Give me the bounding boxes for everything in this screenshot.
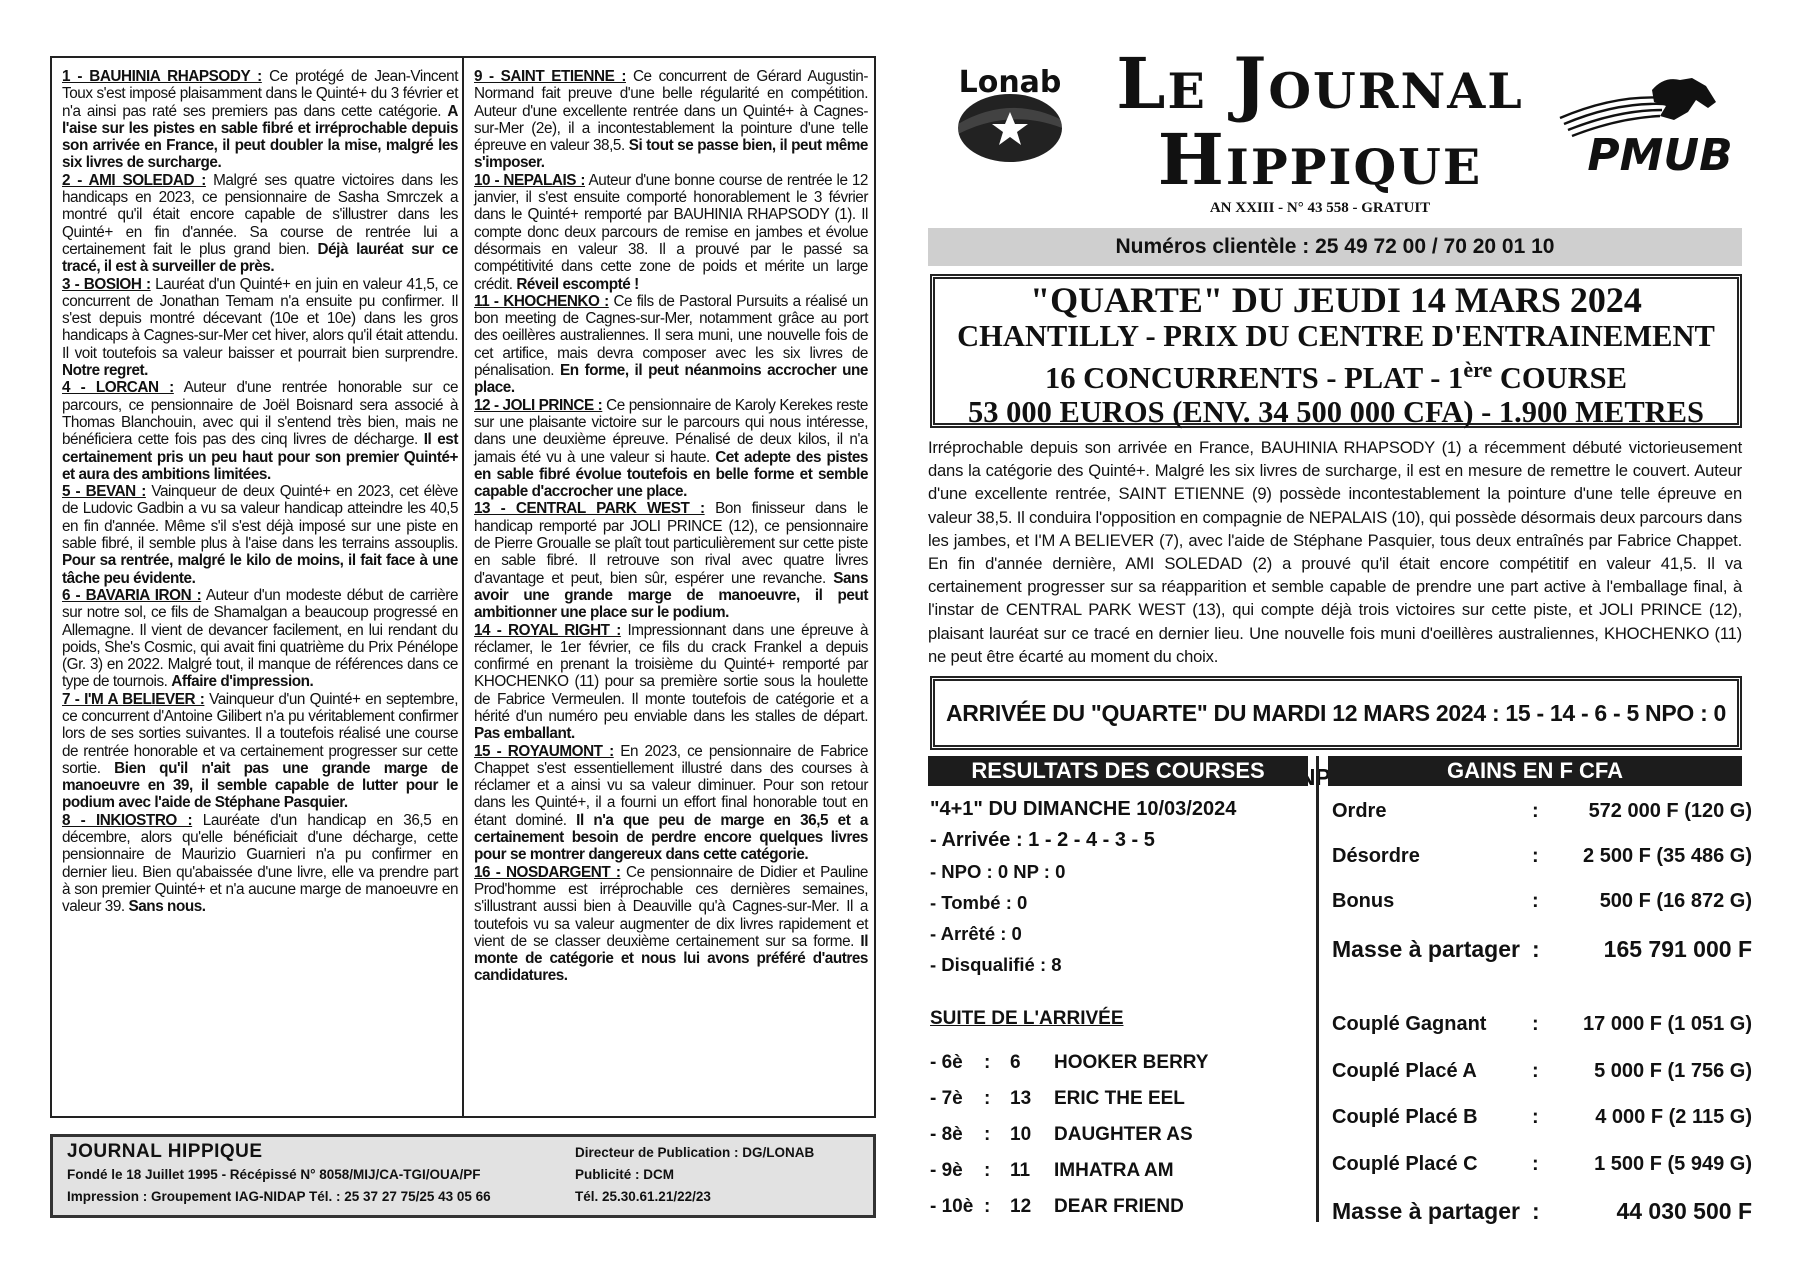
suite-sep: : [984,1160,991,1181]
horse-entry-text: Malgré ses quatre victoires dans les handicaps en 2023, ce pensionnaire de Sasha Smrczek a montré qu'il était encore capable de s'illustrer dans les Quinté+ en fin d'année. Sa course de rentrée lui a certainement fait le plus grand bien. [62,171,458,258]
commentary-column-left [62,68,458,916]
gains-sep: : [1532,1198,1540,1224]
horse-entry-text: Ce fils de Pastoral Pursuits a réalisé un bon meeting de Cagnes-sur-Mer, notamment grâce au port des oeillères australiennes. Il sera muni, une nouvelle fois de cet artifice, mais devra composer avec les six livres de pénalisation. [474,292,868,380]
suite-rank: - 6è [930,1052,963,1073]
horse-entry [474,397,868,501]
title-line-2: Hippique [1157,118,1483,201]
horse-entry [474,500,868,621]
horse-entry [62,276,458,380]
horse-entry-verdict: Bien qu'il n'ait pas une grande marge de manoeuvre en 39, il semble capable de lutter pour le podium avec l'aide de Stéphane Pasquier. [62,759,459,812]
horse-entry-title: 15 - ROYAUMONT : [474,742,614,760]
suite-rank: - 8è [930,1124,963,1145]
horse-entry-verdict: Sans avoir une grande marge de manoeuvre, il peut ambitionner une place sur le podium. [474,569,868,622]
gains-value: 1 500 F (5 949 G) [1594,1153,1752,1175]
gains-row [1332,796,1752,826]
footer-founded: Fondé le 18 Juillet 1995 - Récépissé N° 8058/MIJ/CA-TGI/OUA/PF [67,1167,481,1182]
suite-num: 6 [1010,1052,1021,1073]
pronostic-text: Irréprochable depuis son arrivée en France, BAUHINIA RHAPSODY (1) a récemment débuté victorieusement dans la catégorie des Quinté+. Malgré les six livres de surcharge, il est en mesure de remettre le couvert. Auteur d'une excellente rentrée, SAINT ETIENNE (9) possède incontestablement la pointure d'une telle épreuve en valeur 38,5. Il conduira l'opposition en compagnie de NEPALAIS (10), qui possède désormais deux parcours dans les jambes, et I'M A BELIEVER (7), avec l'aide de Stéphane Pasquier, tous deux entraînés par Fabrice Chappet. En fin d'année dernière, AMI SOLEDAD (2) a prouvé qu'il était encore compétitif en valeur 41,5. Il va certainement progresser sur sa réapparition et semble capable de prendre une part active à l'emballage final, à l'instar de CENTRAL PARK WEST (13), qui compte déjà trois victoires sur cette piste, et JOLI PRINCE (12), plaisant lauréat sur ce tracé en dernier lieu. Une nouvelle fois muni d'oeillères australiennes, KHOCHENKO (11) ne peut être écarté au moment du choix. [928,438,1743,666]
horse-entry-title: 3 - BOSIOH : [62,275,151,293]
horse-entry-text: En 2023, ce pensionnaire de Fabrice Chappet s'est essentiellement illustré dans des courses à réclamer et a ainsi vu sa valeur diminuer. Pour son retour dans les Quinté+, il a fourni un effort final honorable tout en étant dominé. [474,742,868,829]
imprint-footer [50,1134,876,1218]
arrivee-box: ARRIVÉE DU "QUARTE" DU MARDI 12 MARS 2024 : 15 - 14 - 6 - 5 NPO : 0 NP [930,676,1742,750]
horse-entry-text: Vainqueur d'un Quinté+ en septembre, ce concurrent d'Antoine Gilibert n'a pu véritablement confirmer lors de ses sorties suivantes. Il a toutefois réalisé une course de rentrée honorable et va certainement progresser sur cette sortie. [62,690,458,777]
horse-entry-text: Ce pensionnaire de Karoly Kerekes reste sur une plaisante victoire sur le parcours qui nous intéresse, dans une deuxième épreuve. Pénalisé de deux kilos, il n'a jamais été vu à une valeur si haute. [474,396,868,466]
gains-value: 4 000 F (2 115 G) [1595,1106,1752,1128]
horse-entry-text: Auteur d'un modeste début de carrière sur notre sol, ce fils de Shamalgan a beaucoup progressé en Allemagne. Il vient de devancer facilement, en lui rendant du poids, She's Cosmic, qui avait fini quatrième du Prix Pénélope (Gr. 3) en 2022. Malgré tout, il manque de références dans ce type de tournois. [62,586,459,691]
horse-entry-verdict: Pour sa rentrée, malgré le kilo de moins, il fait face à une tâche peu évidente. [62,552,458,587]
suite-title: SUITE DE L'ARRIVÉE [930,1008,1124,1029]
suite-sep: : [984,1052,991,1073]
horse-entry [474,864,868,985]
horse-entry-title: 5 - BEVAN : [62,483,146,501]
client-numbers: Numéros clientèle : 25 49 72 00 / 70 20 01 10 [928,228,1742,266]
journal-title [1090,42,1550,201]
horse-entry [62,812,458,916]
gains-value: 165 791 000 F [1603,936,1752,962]
gains-value: 5 000 F (1 756 G) [1594,1060,1752,1082]
horse-entry-verdict: Il est certainement pris un peu haut pour son premier Quinté+ et aura des ambitions limitées. [62,431,458,483]
race-details [935,353,1737,395]
horse-entry-verdict: A l'aise sur les pistes en sable fibré et irréprochable depuis son arrivée en France, il peut doubler la mise, malgré les six livres de surcharge. [62,102,458,172]
horse-entry-verdict: En forme, il peut néanmoins accrocher une place. [474,362,868,397]
results-row: - Disqualifié : 8 [930,954,1062,975]
commentary-column-right [474,68,868,985]
gains-label: Ordre [1332,800,1387,822]
horse-entry [62,68,458,172]
gains-row [1332,1149,1752,1179]
gains-sep: : [1532,845,1539,867]
gains-value: 17 000 F (1 051 G) [1583,1013,1752,1035]
suite-name: HOOKER BERRY [1054,1052,1209,1073]
footer-tel: Tél. 25.30.61.21/22/23 [575,1189,711,1204]
horse-entry-verdict: Déjà lauréat sur ce tracé, il est à surveiller de près. [62,240,458,276]
footer-director: Directeur de Publication : DG/LONAB [575,1145,815,1160]
suite-num: 13 [1010,1088,1032,1109]
gains-value: 2 500 F (35 486 G) [1583,845,1752,867]
race-venue: CHANTILLY - PRIX DU CENTRE D'ENTRAINEMENT [957,319,1715,353]
horse-entry-title: 14 - ROYAL RIGHT : [474,621,621,639]
horse-entry-title: 16 - NOSDARGENT : [474,863,621,881]
gains-header: GAINS EN F CFA [1328,756,1742,786]
suite-num: 10 [1010,1124,1032,1145]
gains-row [1332,886,1752,916]
suite-row [928,1048,1308,1078]
race-title: "QUARTE" DU JEUDI 14 MARS 2024 [1030,280,1642,320]
horse-entry-verdict: Il monte de catégorie et nous lui avons préféré d'autres candidatures. [474,932,868,985]
edition-info: AN XXIII - N° 43 558 - GRATUIT [1209,200,1431,216]
horse-entry-text: Ce pensionnaire de Didier et Pauline Prod'homme est irréprochable ces dernières semaines, s'illustrant aussi bien à Deauville qu'à Cagnes-sur-Mer. Il a toutefois vu sa valeur augmenter de dix livres rapidement et vient de se classer deuxième certainement sur sa forme. [474,863,868,950]
gains-label: Couplé Placé B [1332,1106,1478,1128]
gains-row [1332,1056,1752,1086]
race-box [930,274,1742,428]
horse-entry-verdict: Notre regret. [62,362,148,380]
horse-entry [62,172,458,276]
horse-entry-text: Lauréat d'un Quinté+ en juin en valeur 41,5, ce concurrent de Jonathan Temam n'a ensuite pu confirmer. Il s'est depuis montré décevant (10e et 10e) dans les gros handicaps à Cagnes-sur-Mer cet hiver, alors qu'il était attendu. Il voit toutefois sa valeur baisser et pourrait bien surprendre. [62,275,458,362]
horse-entry-text: Auteur d'une rentrée honorable sur ce parcours, ce pensionnaire de Joël Boisnard sera associé à Thomas Blanchouin, avec qui il s'entend très bien, mais ne bénéficiera cette fois pas des cinq livres de décharge. [62,379,458,449]
horse-entry [62,691,458,812]
suite-name: IMHATRA AM [1054,1160,1174,1181]
gains-row [1332,1009,1752,1039]
suite-name: ERIC THE EEL [1054,1088,1185,1109]
lonab-text: Lonab [958,65,1062,100]
horse-entry [474,743,868,864]
horse-entry [62,587,458,691]
gains-sep: : [1532,890,1539,912]
gains-sep: : [1532,1060,1539,1082]
suite-sep: : [984,1088,991,1109]
horse-entry-text: Auteur d'une bonne course de rentrée le 12 janvier, il s'est ensuite comporté honorablement le 3 février dans le Quinté+ remporté par BAUHINIA RHAPSODY (1). Il compte donc deux parcours de remise en jambes et évolue désormais en valeur 38. Il a prouvé par le passé sa compétitivité dans cette zone de poids et mérite un large crédit. [474,171,868,293]
gains-sep: : [1532,800,1539,822]
horse-entry-title: 1 - BAUHINIA RHAPSODY : [62,68,262,85]
horse-entry [474,622,868,743]
gains-label: Désordre [1332,845,1420,867]
horse-entry-title: 6 - BAVARIA IRON : [62,586,202,604]
race-details-b: COURSE [1492,361,1627,396]
race-details-sup: ère [1463,357,1493,382]
gains-value: 44 030 500 F [1616,1198,1752,1224]
horse-jockey-icon [1652,78,1716,120]
results-row: - Tombé : 0 [930,892,1028,913]
title-line-1: Le Journal [1116,42,1524,125]
suite-name: DEAR FRIEND [1054,1196,1184,1217]
results-row: - Arrêté : 0 [930,923,1022,944]
horse-entry-title: 11 - KHOCHENKO : [474,292,609,310]
horse-entry-title: 13 - CENTRAL PARK WEST : [474,500,705,518]
gains-label: Bonus [1332,890,1395,912]
horse-entry-text: Vainqueur de deux Quinté+ en 2023, cet élève de Ludovic Gadbin a vu sa valeur handicap atteindre les 40,5 en fin d'année. Même s'il s'est déjà imposé sur une piste en sable fibré, il semble plus à l'aise dans les terrains assouplis. [62,483,458,553]
column-divider [462,56,464,1118]
horse-entry-title: 10 - NEPALAIS : [474,171,586,189]
results-divider [1316,756,1319,1222]
horse-entry [474,68,868,172]
gains-row [1332,841,1752,871]
suite-sep: : [984,1124,991,1145]
race-purse: 53 000 EUROS (ENV. 34 500 000 CFA) - 1.900 METRES [968,395,1704,430]
horse-entry-verdict: Si tout se passe bien, il peut même s'imposer. [474,137,868,172]
gains-sep: : [1532,936,1540,962]
suite-row [928,1084,1308,1114]
suite-rank: - 7è [930,1088,963,1109]
horse-entry-title: 9 - SAINT ETIENNE : [474,68,626,85]
gains-sep: : [1532,1153,1539,1175]
gains-row [1332,1196,1752,1226]
footer-publicite: Publicité : DCM [575,1167,675,1182]
horse-entry-title: 8 - INKIOSTRO : [62,811,193,829]
horse-entry-title: 4 - LORCAN : [62,379,174,397]
gains-label: Couplé Placé C [1332,1153,1478,1175]
lonab-logo [954,64,1066,164]
suite-name: DAUGHTER AS [1054,1124,1193,1145]
horse-entry-text: Bon finisseur dans le handicap remporté par JOLI PRINCE (12), ce pensionnaire de Pierre Groualle se plaît tout particulièrement sur cette piste en sable fibré. Il retrouve son rival avec quatre livres d'avantage et peut, bien sûr, espérer une revanche. [474,500,868,587]
results-list [930,794,1310,980]
horse-entry [474,293,868,397]
horse-entry [62,379,458,483]
gains-row [1332,934,1752,964]
gains-label: Couplé Placé A [1332,1060,1477,1082]
suite-row [928,1120,1308,1150]
footer-printing: Impression : Groupement IAG-NIDAP Tél. : 25 37 27 75/25 43 05 66 [67,1189,491,1204]
horse-entry-title: 7 - I'M A BELIEVER : [62,690,205,708]
horse-entry-text: Lauréate d'un handicap en 36,5 en décembre, alors qu'elle bénéficiait d'une décharge, cette pensionnaire de Maurizio Guarnieri n'a pu confirmer en dernier lieu. Bien qu'abaissée d'une livre, elle va prendre part à son premier Quinté+ et n'a aucune marge de manoeuvre en valeur 39. [62,811,458,916]
horse-entry [62,483,458,587]
results-header: RESULTATS DES COURSES [928,756,1308,786]
horse-entry-verdict: Sans nous. [128,898,206,916]
results-race-title: "4+1" DU DIMANCHE 10/03/2024 [930,798,1237,820]
gains-row [1332,1102,1752,1132]
horse-entry-verdict: Réveil escompté ! [516,275,639,293]
horse-entry-text: Ce protégé de Jean-Vincent Toux s'est imposé plaisamment dans le Quinté+ du 3 février et n'a ainsi pas raté ses premiers pas dans cette catégorie. [62,68,459,120]
results-row: - Arrivée : 1 - 2 - 4 - 3 - 5 [930,829,1155,851]
horse-entry-title: 12 - JOLI PRINCE : [474,396,603,414]
gains-label: Masse à partager [1332,936,1520,962]
horse-entry [474,172,868,293]
horse-entry-verdict: Il n'a que peu de marge en 36,5 et a certainement besoin de perdre encore quelques livres pour se montrer dangereux dans cette catégorie. [474,811,868,864]
horse-entry-text: Impressionnant dans une épreuve à réclamer, le 1er février, ce fils du crack Frankel a depuis confirmé en prenant la troisième du Quinté+ remporté par KHOCHENKO (11) pour sa première sortie sous la houlette de Fabrice Vermeulen. Il monte toutefois de catégorie et a hérité d'un numéro peu enviable dans les stalles de départ. [474,621,868,725]
suite-rank: - 9è [930,1160,963,1181]
footer-title: JOURNAL HIPPIQUE [67,1141,263,1162]
gains-sep: : [1532,1013,1539,1035]
horse-entry-verdict: Pas emballant. [474,725,575,743]
gains-sep: : [1532,1106,1539,1128]
suite-row [928,1156,1308,1186]
suite-row [928,1192,1308,1222]
horse-entry-title: 2 - AMI SOLEDAD : [62,171,206,189]
suite-rank: - 10è [930,1196,974,1217]
horse-entry-text: Ce concurrent de Gérard Augustin-Normand fait preuve d'une belle régularité en compétition. Auteur d'une excellente rentrée dans un Quinté+ à Cagnes-sur-Mer (2e), il a incontestablement la pointure d'une telle épreuve en valeur 38,5. [474,68,868,155]
horse-entry-verdict: Affaire d'impression. [171,673,314,691]
race-details-a: 16 CONCURRENTS - PLAT - 1 [1045,361,1464,396]
gains-label: Couplé Gagnant [1332,1013,1487,1035]
suite-num: 11 [1010,1160,1031,1181]
gains-value: 500 F (16 872 G) [1599,890,1752,912]
pmub-logo [1556,72,1736,182]
suite-sep: : [984,1196,991,1217]
results-row: - NPO : 0 NP : 0 [930,861,1066,882]
gains-value: 572 000 F (120 G) [1588,800,1752,822]
pmub-text: PMUB [1587,130,1733,181]
horse-entry-verdict: Cet adepte des pistes en sable fibré évolue toutefois en belle forme et semble capable d'accrocher une place. [474,448,868,501]
gains-label: Masse à partager [1332,1198,1520,1224]
suite-num: 12 [1010,1196,1032,1217]
